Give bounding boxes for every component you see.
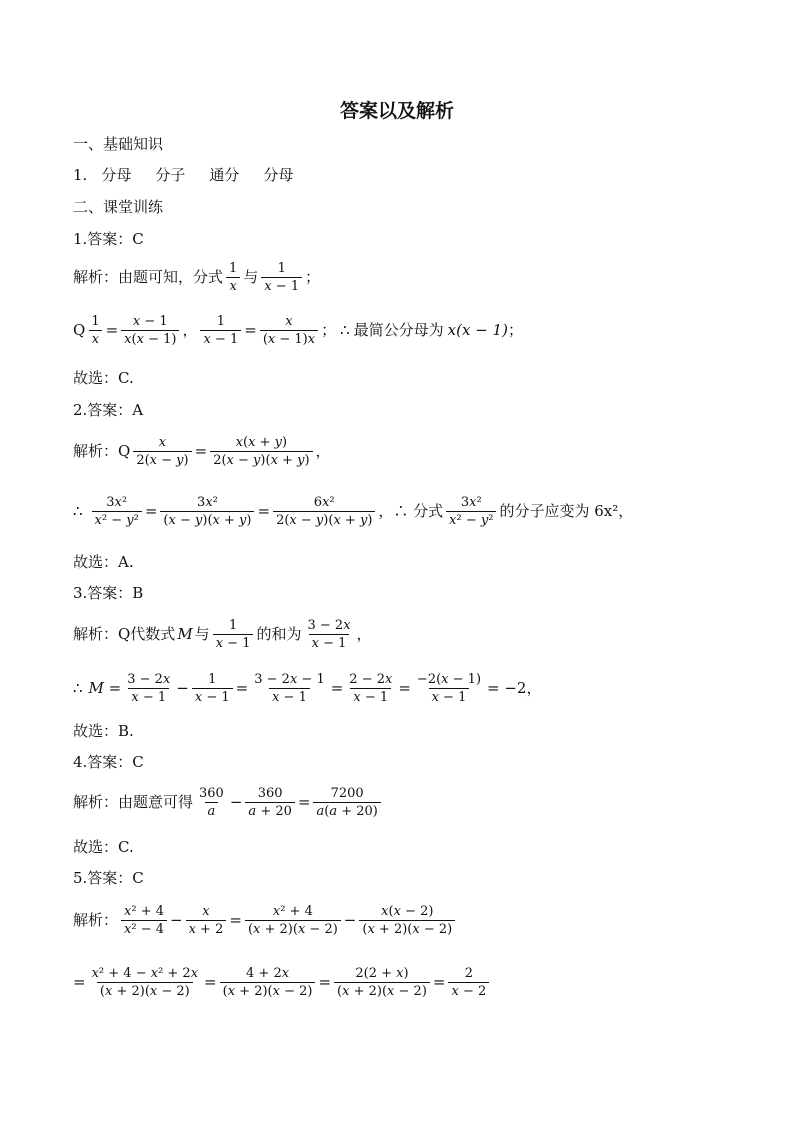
q2-choose: 故选：A.: [73, 553, 134, 571]
therefore-symbol: ∴: [340, 321, 350, 339]
section-heading-basics: 一、基础知识: [73, 135, 164, 153]
q3-sum-text: 的和为: [256, 625, 302, 643]
fraction: $\frac{3 - 2x}{x - 1}$: [127, 672, 171, 705]
fraction: $\frac{1}{x}$: [88, 315, 102, 346]
q1-lcd-text: 最简公分母为: [353, 321, 444, 339]
q5-explanation: 解析： $\frac{\text{x² + 4}}{\text{x² − 4}}$ − $\frac{x}{x + 2}$ = $\frac{\text{x² + 4}}{(x + 2)(x - 2)}$ − $\frac{x(x - 2)}{(x + 2)(x - 2)}$: [73, 905, 458, 936]
q1-lcd-expr: x(x − 1): [447, 321, 508, 339]
q1-derivation: Q $\frac{1}{x}$ = $\frac{x - 1}{x(x - 1)}$ ， $\frac{1}{x - 1}$ = $\frac{x}{(x - 1)x}$ ； ∴ 最简公分母为 x(x − 1) ；: [73, 314, 523, 347]
q3-derivation: ∴ M = $\frac{3 - 2x}{x - 1}$ − $\frac{1}{x - 1}$ = $\frac{3 - 2x - 1}{x - 1}$ = $\frac{2 - 2x}{x - 1}$ = $\frac{-2(x - 1)}{x - 1}$ = −2，: [73, 672, 542, 705]
fraction: $\frac{\text{x² + 4 − x² + 2x}}{(x + 2)(x - 2)}$: [91, 966, 199, 999]
q1-explanation: [73, 262, 320, 293]
fraction: $\frac{x}{x + 2}$: [186, 905, 227, 936]
fraction: $\frac{1}{x - 1}$: [213, 619, 254, 650]
q3-with: 与: [194, 625, 210, 643]
fraction: $\frac{\text{3x²}}{(x - y)(x + y)}$: [160, 496, 254, 527]
fraction: $\frac{360}{a + 20}$: [245, 787, 294, 818]
q4-expl-prefix: 解析：由题意可得: [73, 793, 194, 811]
fraction: $\frac{x}{(x - 1)x}$: [260, 315, 318, 346]
q5-derivation: = $\frac{\text{x² + 4 − x² + 2x}}{(x + 2)(x - 2)}$ = $\frac{4 + 2x}{(x + 2)(x - 2)}$ = $\frac{2(2 + x)}{(x + 2)(x - 2)}$ = $\frac{2}{x - 2}$: [73, 967, 492, 998]
fraction: $\frac{3 - 2x}{x - 1}$: [307, 618, 351, 651]
fraction: $\frac{2}{x - 2}$: [448, 967, 489, 998]
fraction: $\frac{x - 1}{x(x - 1)}$: [121, 315, 179, 346]
fraction: $\frac{\text{x² + 4}}{(x + 2)(x - 2)}$: [245, 905, 341, 936]
answer-word: 分子: [155, 166, 186, 184]
fraction: $\frac{\text{3x²}}{\text{x² − y²}}$: [446, 496, 496, 527]
fraction: $\frac{\text{3x²}}{\text{x² − y²}}$: [92, 496, 142, 527]
section-heading-training: 二、课堂训练: [73, 198, 164, 216]
page-title: 答案以及解析: [339, 100, 454, 122]
fraction: $\frac{1}{x - 1}$: [200, 315, 241, 346]
variable-M: M: [177, 625, 193, 643]
because-symbol: Q: [73, 321, 86, 339]
fraction: $\frac{\text{6x²}}{2(x - y)(x + y)}$: [273, 496, 375, 527]
q2-tail-text: 的分子应变为 6x²，: [499, 502, 634, 520]
fraction: $\frac{x(x + y)}{2(x - y)(x + y)}$: [210, 436, 312, 467]
q3-explanation: 解析：Q代数式 M 与 $\frac{1}{x - 1}$ 的和为 $\frac{3 - 2x}{x - 1}$ ，: [73, 618, 372, 651]
q2-expl-prefix: 解析：Q: [73, 442, 131, 460]
q2-mid-text: ，∴ 分式: [378, 502, 444, 520]
q4-choose: 故选：C.: [73, 838, 134, 856]
q5-expl-prefix: 解析：: [73, 911, 119, 929]
fraction: $\frac{1}{x}$: [226, 262, 240, 293]
q3-choose: 故选：B.: [73, 722, 134, 740]
q1-choose: 故选：C.: [73, 369, 134, 387]
fraction: $\frac{4 + 2x}{(x + 2)(x - 2)}$: [220, 967, 316, 998]
q1-semicolon: ；: [305, 268, 321, 286]
fraction: $\frac{2(2 + x)}{(x + 2)(x - 2)}$: [334, 967, 430, 998]
answer-word: 分母: [263, 166, 294, 184]
q3-expl-prefix: 解析：Q代数式: [73, 625, 176, 643]
q5-answer: 5.答案：C: [73, 869, 144, 887]
fraction: $\frac{1}{x - 1}$: [261, 262, 302, 293]
fraction: $\frac{360}{a}$: [199, 786, 224, 819]
q2-explanation: 解析：Q $\frac{x}{2(x - y)}$ = $\frac{x(x + y)}{2(x - y)(x + y)}$ ，: [73, 435, 331, 468]
fraction: $\frac{\text{x² + 4}}{\text{x² − 4}}$: [121, 905, 167, 936]
q2-derivation: ∴ $\frac{\text{3x²}}{\text{x² − y²}}$ = $\frac{\text{3x²}}{(x - y)(x + y)}$ = $\frac{\text{6x²}}{2(x - y)(x + y)}$ ，∴ 分式 $\frac{\text{3x²}}{\text{x² − y²}}$ 的分子应变为 6x²，: [73, 495, 634, 528]
q4-explanation: 解析：由题意可得 $\frac{360}{a}$ − $\frac{360}{a + 20}$ = $\frac{7200}{a(a + 20)}$: [73, 787, 384, 818]
therefore-symbol: ∴: [73, 502, 83, 520]
fraction: $\frac{x(x - 2)}{(x + 2)(x - 2)}$: [359, 905, 455, 936]
q1-expl-prefix: 解析：由题可知，分式: [73, 268, 224, 286]
q4-answer: 4.答案：C: [73, 753, 144, 771]
fraction: $\frac{7200}{a(a + 20)}$: [313, 787, 380, 818]
basics-answer-line: [73, 168, 317, 183]
answer-word: 通分: [209, 166, 240, 184]
fraction: $\frac{1}{x - 1}$: [192, 673, 233, 704]
fraction: $\frac{2 - 2x}{x - 1}$: [349, 672, 393, 705]
therefore-symbol: ∴: [73, 679, 83, 697]
fraction: $\frac{-2(x - 1)}{x - 1}$: [416, 672, 482, 705]
q1-answer: 1.答案：C: [73, 230, 144, 248]
answer-word: 分母: [101, 166, 132, 184]
fraction: $\frac{3 - 2x - 1}{x - 1}$: [254, 672, 325, 705]
q1-with: 与: [243, 268, 259, 286]
fraction: $\frac{x}{2(x - y)}$: [133, 436, 191, 467]
q3-answer: 3.答案：B: [73, 584, 144, 602]
q2-answer: 2.答案：A: [73, 401, 144, 419]
item-number: 1.: [73, 166, 88, 184]
q3-result: = −2，: [487, 679, 542, 697]
